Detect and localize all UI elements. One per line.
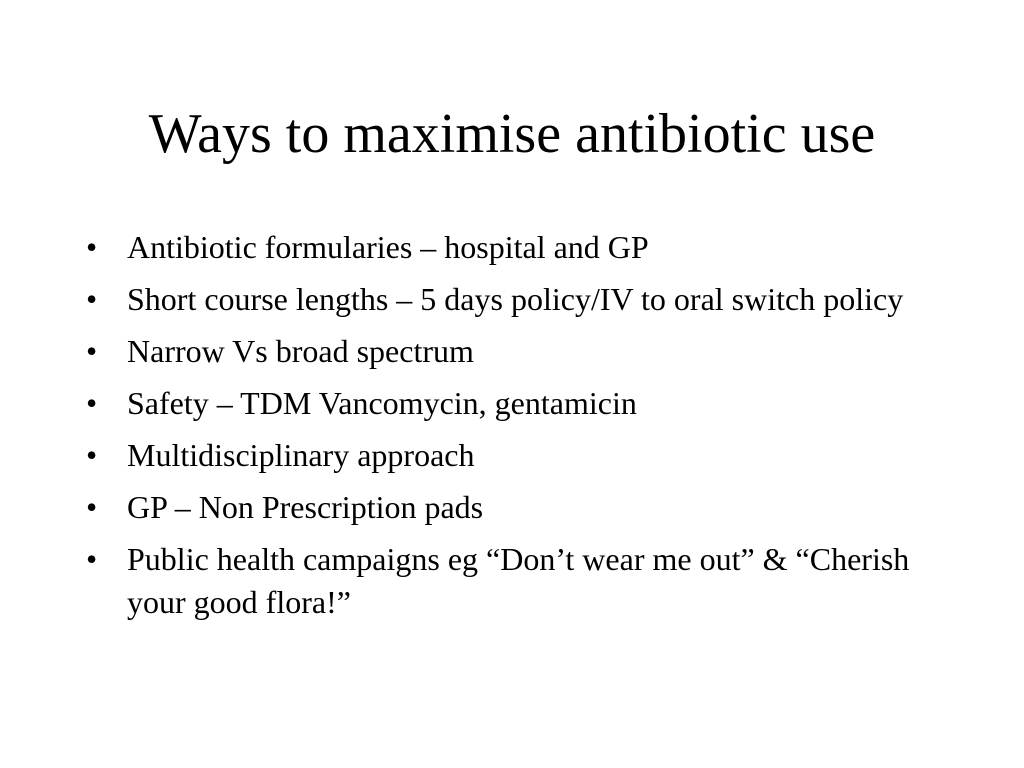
- bullet-text: Public health campaigns eg “Don’t wear me out” & “Cherish your good flora!”: [127, 541, 910, 620]
- bullet-point-icon: •: [86, 281, 98, 317]
- bullet-item: [86, 330, 966, 373]
- bullet-point-icon: •: [86, 541, 98, 577]
- bullet-point-icon: •: [86, 229, 98, 265]
- bullet-text: Narrow Vs broad spectrum: [127, 333, 474, 369]
- bullet-point-icon: •: [86, 489, 98, 525]
- bullet-item: [86, 226, 966, 269]
- slide-title: Ways to maximise antibiotic use: [148, 103, 876, 165]
- bullet-text: Safety – TDM Vancomycin, gentamicin: [127, 385, 637, 421]
- bullet-item: [86, 434, 966, 477]
- bullet-point-icon: •: [86, 437, 98, 473]
- bullet-text: Short course lengths – 5 days policy/IV to oral switch policy: [127, 281, 904, 317]
- bullet-item: [86, 382, 966, 425]
- bullet-text: GP – Non Prescription pads: [127, 489, 484, 525]
- bullet-item: [86, 486, 966, 529]
- bullet-list: [86, 226, 966, 633]
- bullet-text: Multidisciplinary approach: [127, 437, 475, 473]
- bullet-item: [86, 278, 966, 321]
- bullet-point-icon: •: [86, 333, 98, 369]
- bullet-point-icon: •: [86, 385, 98, 421]
- bullet-item: [86, 538, 966, 624]
- bullet-text: Antibiotic formularies – hospital and GP: [127, 229, 649, 265]
